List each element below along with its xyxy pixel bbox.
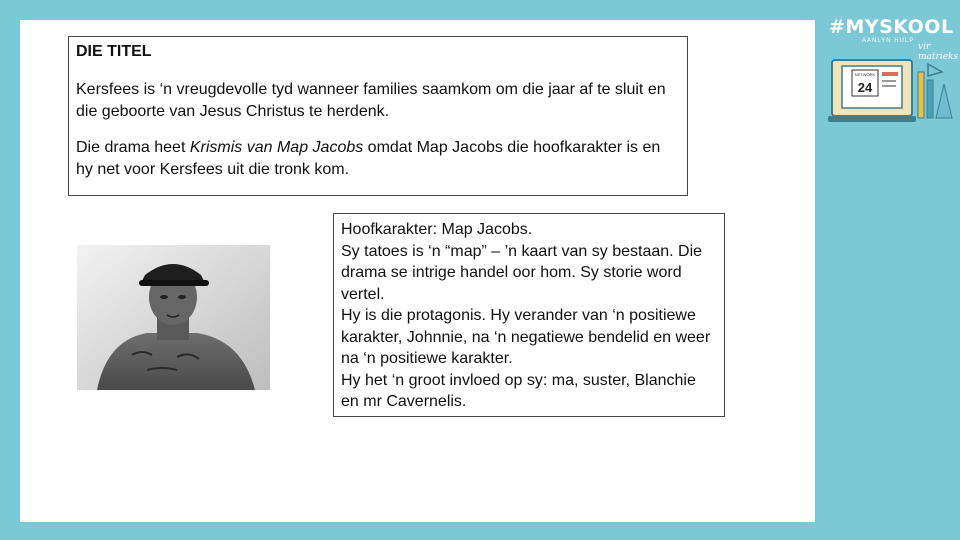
logo-script: vir matrieks [918,42,959,62]
character-photo [77,245,270,390]
drama-title: Krismis van Map Jacobs [189,139,364,156]
character-line: Hy is die protagonis. Hy verander van ‘n positiewe karakter, Johnnie, na ‘n negatiewe bendelid en weer na ‘n positiewe karakter. [341,307,711,367]
title-box [68,36,688,196]
character-line: Hy het ‘n groot invloed op sy: ma, suster, Blanchie en mr Cavernelis. [341,371,696,410]
logo-subtitle: AANLYN HULP [862,38,915,44]
calendar-label: NETWORK [854,72,876,77]
character-line: Hoofkarakter: Map Jacobs. [341,221,533,238]
title-paragraph-end: omdat Map Jacobs die hoofkarakter is en hy net voor Kersfees uit die tronk kom. [76,139,661,178]
intro-paragraph: Kersfees is ‘n vreugdevolle tyd wanneer families saamkom om die jaar af te sluit en die geboorte van Jesus Christus te herdenk. [76,81,666,120]
section-title: DIE TITEL [76,43,152,60]
laptop-icon [828,54,954,134]
title-paragraph [76,137,680,181]
title-paragraph-start: Die drama heet [76,139,190,156]
myskool-logo [826,14,959,134]
character-box [333,213,725,417]
character-line: Sy tatoes is ‘n “map” – ’n kaart van sy bestaan. Die drama se intrige handel oor hom. Sy storie word vertel. [341,242,703,303]
logo-title: #MYSKOOL [829,16,954,38]
calendar-number: 24 [857,80,873,95]
